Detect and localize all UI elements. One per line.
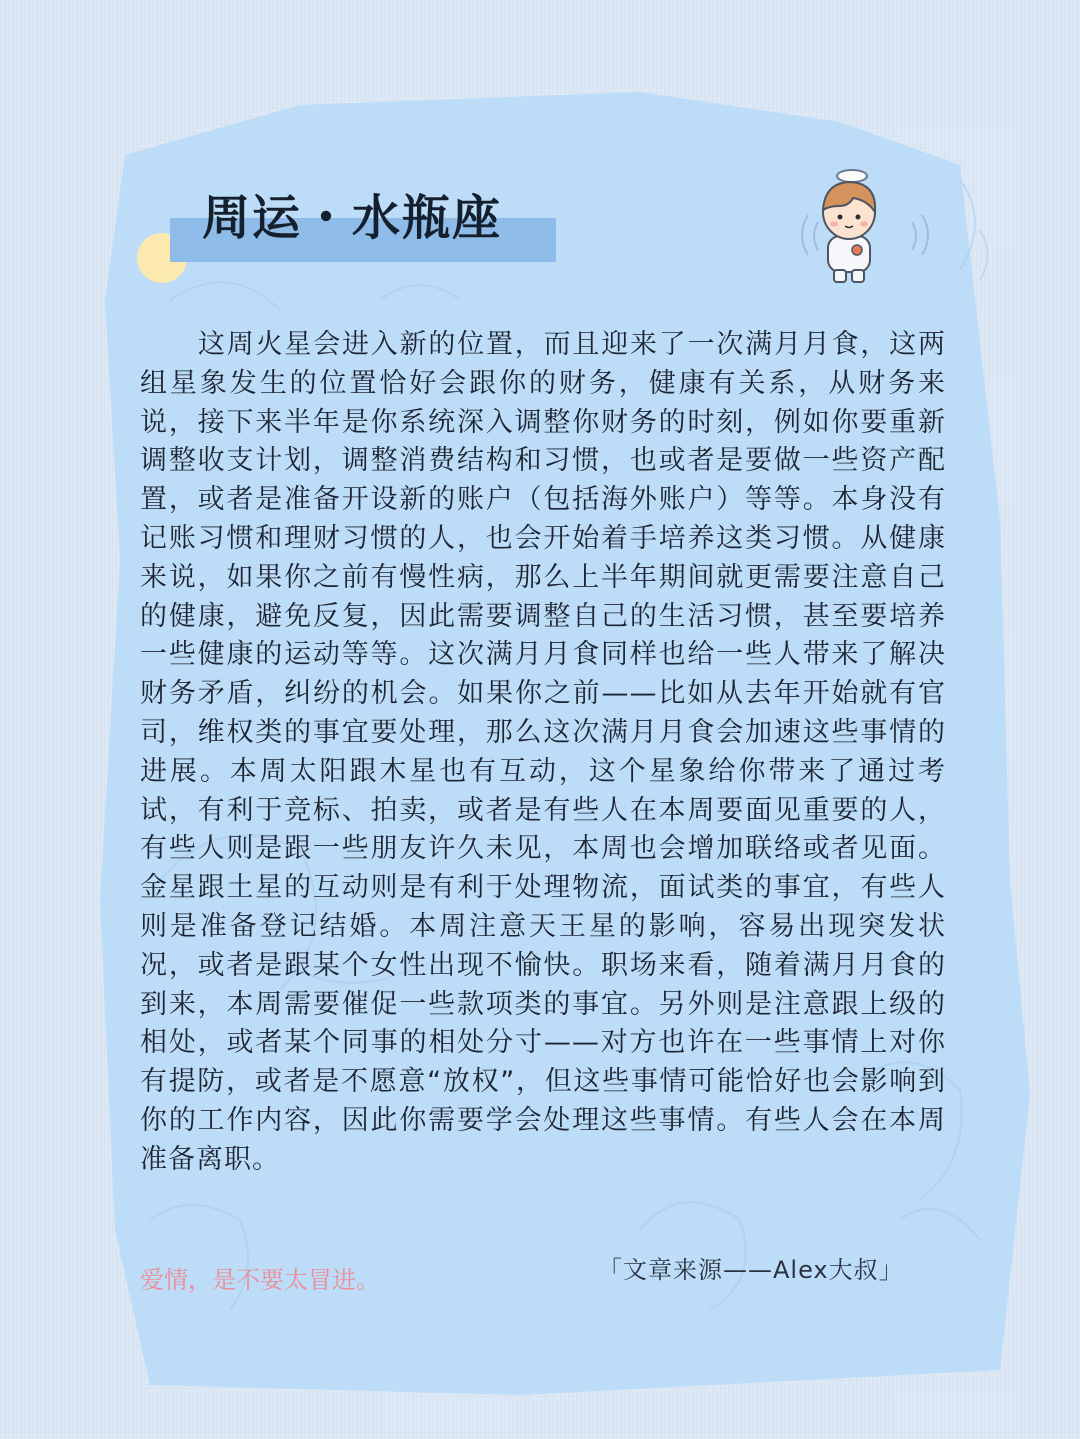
- love-note: 爱情，是不要太冒进。: [140, 1266, 380, 1294]
- article-source: 「文章来源——Alex大叔」: [598, 1256, 904, 1284]
- angel-astronaut-icon: [790, 160, 940, 290]
- article-body: 这周火星会进入新的位置，而且迎来了一次满月月食，这两组星象发生的位置恰好会跟你的财务，健康有关系，从财务来说，接下来半年是你系统深入调整你财务的时刻，例如你要重新调整收支计划，调整消费结构和习惯，也或者是要做一些资产配置，或者是准备开设新的账户（包括海外账户）等等。本身没有记账习惯和理财习惯的人，也会开始着手培养这类习惯。从健康来说，如果你之前有慢性病，那么上半年期间就更需要注意自己的健康，避免反复，因此需要调整自己的生活习惯，甚至要培养一些健康的运动等等。这次满月月食同样也给一些人带来了解决财务矛盾，纠纷的机会。如果你之前——比如从去年开始就有官司，维权类的事宜要处理，那么这次满月月食会加速这些事情的进展。本周太阳跟木星也有互动，这个星象给你带来了通过考试，有利于竞标、拍卖，或者是有些人在本周要面见重要的人，有些人则是跟一些朋友许久未见，本周也会增加联络或者见面。金星跟土星的互动则是有利于处理物流，面试类的事宜，有些人则是准备登记结婚。本周注意天王星的影响，容易出现突发状况，或者是跟某个女性出现不愉快。职场来看，随着满月月食的到来，本周需要催促一些款项类的事宜。另外则是注意跟上级的相处，或者某个同事的相处分寸——对方也许在一些事情上对你有提防，或者是不愿意“放权”，但这些事情可能恰好也会影响到你的工作内容，因此你需要学会处理这些事情。有些人会在本周准备离职。: [140, 329, 946, 1175]
- page-title: 周运・水瓶座: [202, 190, 503, 246]
